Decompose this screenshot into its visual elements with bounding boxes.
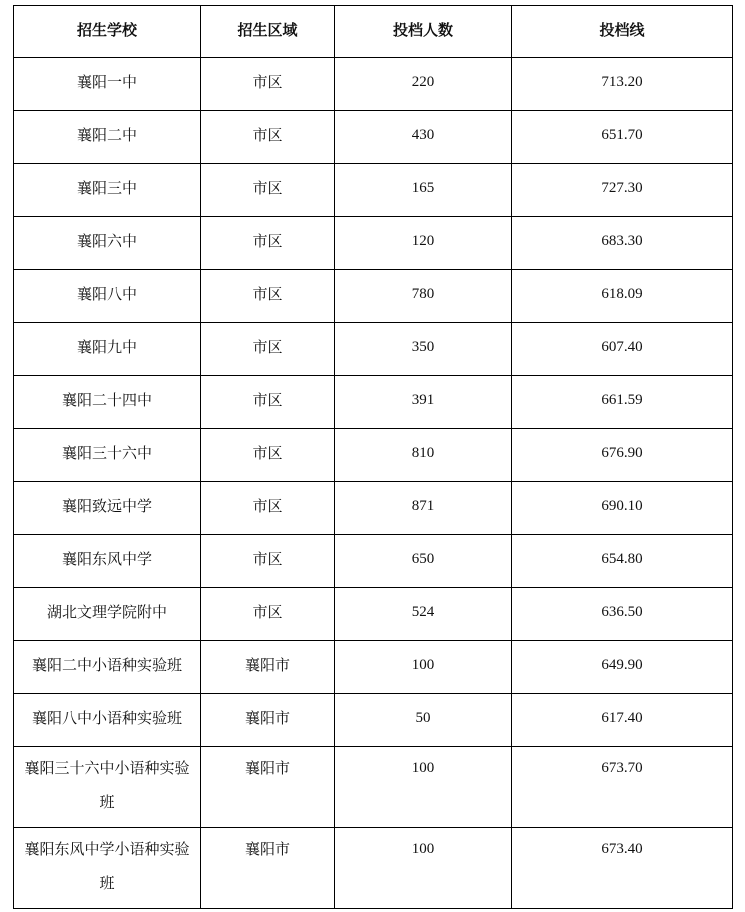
table-row: [14, 111, 733, 164]
table-row: [14, 164, 733, 217]
cell-region: 市区: [201, 588, 335, 641]
table-row: [14, 641, 733, 694]
cell-region: 襄阳市: [201, 694, 335, 747]
cell-region: 市区: [201, 164, 335, 217]
cell-school: 襄阳八中小语种实验班: [14, 694, 201, 747]
admission-table-container: [13, 5, 733, 909]
cell-region: 市区: [201, 270, 335, 323]
cell-score: 683.30: [512, 217, 733, 270]
header-region: 招生区域: [201, 6, 335, 58]
table-row: [14, 323, 733, 376]
cell-region: 市区: [201, 429, 335, 482]
cell-count: 430: [335, 111, 512, 164]
cell-score: 676.90: [512, 429, 733, 482]
header-count: 投档人数: [335, 6, 512, 58]
cell-score: 618.09: [512, 270, 733, 323]
cell-score: 727.30: [512, 164, 733, 217]
cell-score: 607.40: [512, 323, 733, 376]
cell-school: 湖北文理学院附中: [14, 588, 201, 641]
cell-score: 713.20: [512, 58, 733, 111]
cell-score: 649.90: [512, 641, 733, 694]
cell-count: 50: [335, 694, 512, 747]
cell-count: 391: [335, 376, 512, 429]
cell-school: 襄阳东风中学小语种实验班: [14, 828, 201, 909]
cell-count: 100: [335, 747, 512, 828]
cell-count: 810: [335, 429, 512, 482]
cell-school: 襄阳二中: [14, 111, 201, 164]
admission-score-table: [13, 5, 733, 909]
cell-count: 650: [335, 535, 512, 588]
header-score: 投档线: [512, 6, 733, 58]
cell-score: 661.59: [512, 376, 733, 429]
cell-score: 651.70: [512, 111, 733, 164]
cell-school: 襄阳八中: [14, 270, 201, 323]
cell-score: 636.50: [512, 588, 733, 641]
cell-school: 襄阳六中: [14, 217, 201, 270]
cell-school: 襄阳一中: [14, 58, 201, 111]
cell-school: 襄阳致远中学: [14, 482, 201, 535]
cell-score: 617.40: [512, 694, 733, 747]
table-header-row: [14, 6, 733, 58]
table-row: [14, 694, 733, 747]
header-school: 招生学校: [14, 6, 201, 58]
cell-score: 654.80: [512, 535, 733, 588]
cell-score: 690.10: [512, 482, 733, 535]
table-row: [14, 270, 733, 323]
table-row: [14, 482, 733, 535]
cell-score: 673.40: [512, 828, 733, 909]
cell-school: 襄阳三中: [14, 164, 201, 217]
table-row: [14, 429, 733, 482]
table-row: [14, 535, 733, 588]
cell-region: 市区: [201, 111, 335, 164]
cell-count: 100: [335, 641, 512, 694]
cell-school: 襄阳九中: [14, 323, 201, 376]
table-row: [14, 747, 733, 828]
table-row: [14, 828, 733, 909]
cell-score: 673.70: [512, 747, 733, 828]
cell-count: 524: [335, 588, 512, 641]
cell-count: 350: [335, 323, 512, 376]
cell-school: 襄阳二十四中: [14, 376, 201, 429]
cell-region: 市区: [201, 323, 335, 376]
cell-count: 220: [335, 58, 512, 111]
cell-school: 襄阳二中小语种实验班: [14, 641, 201, 694]
cell-count: 871: [335, 482, 512, 535]
cell-region: 市区: [201, 376, 335, 429]
cell-count: 120: [335, 217, 512, 270]
cell-region: 市区: [201, 217, 335, 270]
cell-count: 100: [335, 828, 512, 909]
cell-region: 市区: [201, 535, 335, 588]
cell-region: 襄阳市: [201, 828, 335, 909]
table-row: [14, 588, 733, 641]
table-row: [14, 58, 733, 111]
cell-school: 襄阳三十六中: [14, 429, 201, 482]
cell-school: 襄阳三十六中小语种实验班: [14, 747, 201, 828]
cell-school: 襄阳东风中学: [14, 535, 201, 588]
table-row: [14, 376, 733, 429]
cell-region: 市区: [201, 482, 335, 535]
cell-region: 市区: [201, 58, 335, 111]
table-row: [14, 217, 733, 270]
cell-count: 780: [335, 270, 512, 323]
cell-region: 襄阳市: [201, 747, 335, 828]
cell-region: 襄阳市: [201, 641, 335, 694]
cell-count: 165: [335, 164, 512, 217]
